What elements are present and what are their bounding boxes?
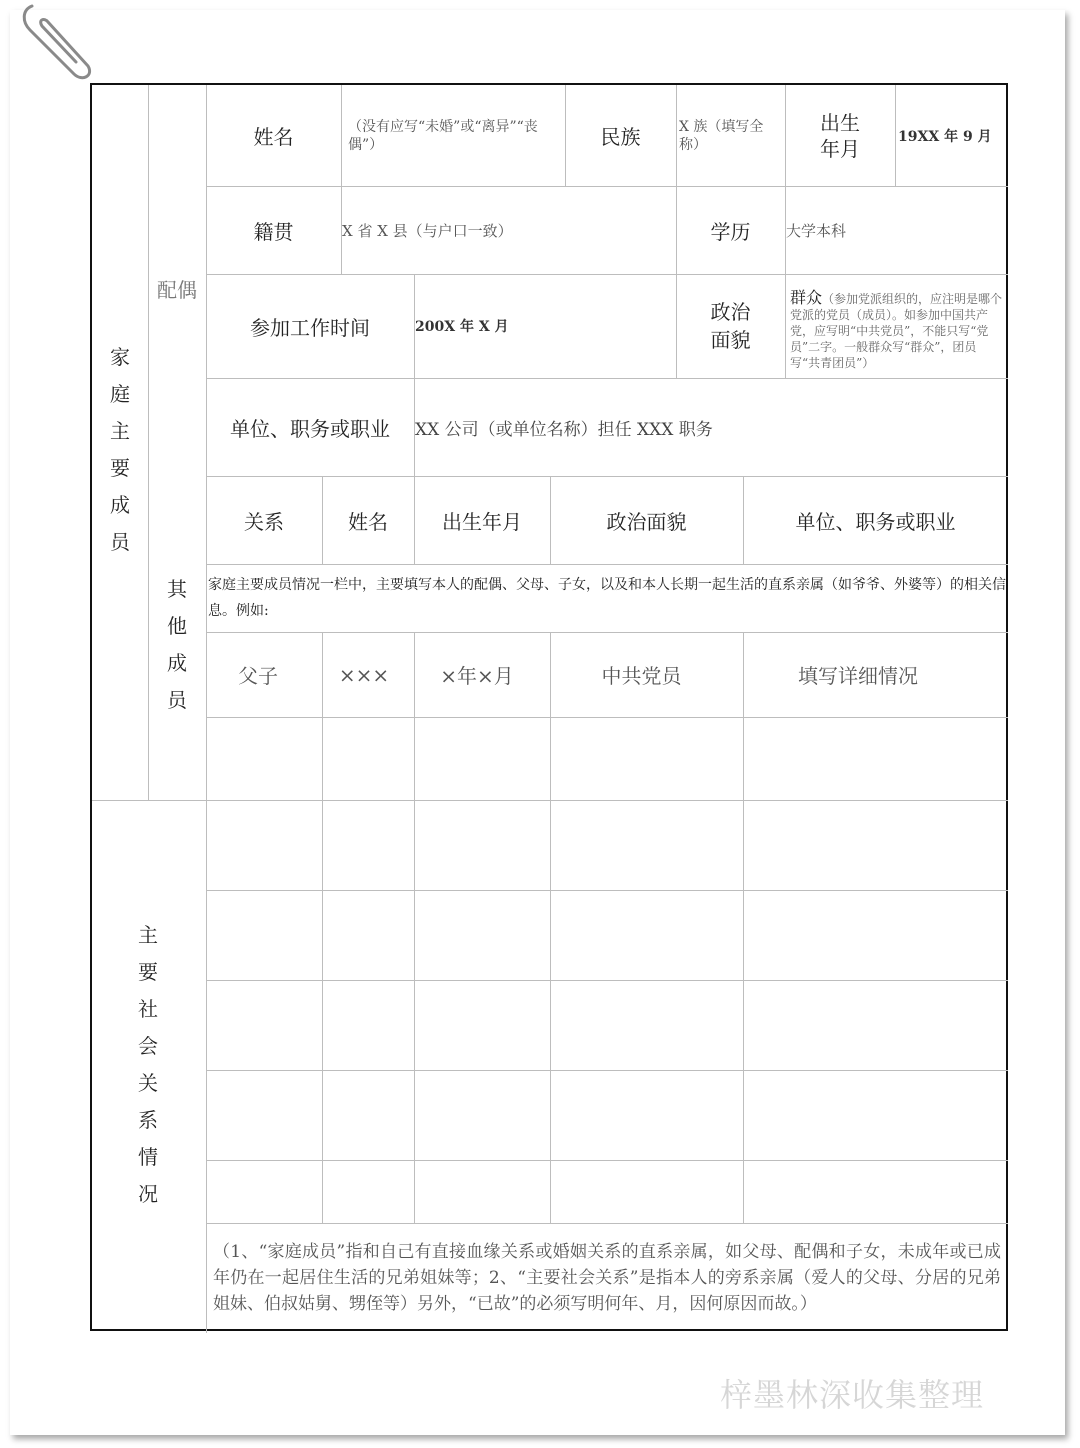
other-members-side-label: 其 他 成 员 [167,577,187,712]
name-label: 姓名 [253,125,294,149]
birth-label: 出生年月 [820,110,860,161]
social-relation-row[interactable] [206,890,1008,980]
social-relations-side-label: 主 要 社 会 关 系 情 况 [138,923,158,1206]
work-start-value: 200X 年 X 月 [415,319,509,335]
example-name: ××× [338,662,390,687]
empty-member-row[interactable] [206,717,1008,800]
birth-value: 19XX 年 9 月 [898,128,992,145]
header-political: 政治面貌 [606,509,687,534]
paperclip-icon [18,0,98,90]
watermark: 梓墨林深收集整理 [720,1376,985,1414]
example-birth: ×年×月 [440,664,514,688]
social-relation-row[interactable] [206,1070,1008,1160]
ethnicity-label: 民族 [600,125,641,149]
example-relation: 父子 [238,664,278,688]
header-employer: 单位、职务或职业 [795,509,956,534]
name-value: （没有应写“未婚”或“离异”“丧偶”） [348,118,538,153]
example-political: 中共党员 [601,664,682,688]
work-start-label: 参加工作时间 [250,315,370,340]
employer-label: 单位、职务或职业 [230,416,390,441]
header-birth: 出生年月 [442,509,522,534]
political-status-note: （参加党派组织的，应注明是哪个党派的党员（成员）。如参加中国共产党，应写明“中共党员”，不能只写“党员”二字。一般群众写“群众”，团员写“共青团员”） [790,292,1003,370]
social-relation-row[interactable] [206,800,1008,890]
native-place-label: 籍贯 [253,219,294,244]
header-name: 姓名 [348,509,388,534]
social-relation-row[interactable] [206,1160,1008,1223]
political-status-label: 政治面貌 [710,300,751,352]
native-place-value: X 省 X 县（与户口一致） [342,221,513,240]
header-relation: 关系 [244,509,284,534]
example-employer: 填写详细情况 [798,664,918,688]
ethnicity-value: X 族（填写全称） [679,118,764,153]
family-relations-form [90,83,1008,1331]
footnote: （1、“家庭成员”指和自己有直接血缘关系或婚姻关系的直系亲属，如父母、配偶和子女，未成年或已成年仍在一起居住生活的兄弟姐妹等；2、“主要社会关系”是指本人的旁系亲属（爱人的父母、分居的兄弟姐妹、伯叔姑舅、甥侄等）另外，“已故”的必须写明何年、月，因何原因而故。） [213,1241,1001,1314]
employer-value: XX 公司（或单位名称）担任 XXX 职务 [415,419,713,440]
members-note: 家庭主要成员情况一栏中，主要填写本人的配偶、父母、子女，以及和本人长期一起生活的直系亲属（如爷爷、外婆等）的相关信息。例如: [208,577,1006,619]
political-status-main: 群众 [790,288,823,307]
spouse-side-label: 配偶 [157,277,197,302]
education-label: 学历 [710,219,751,244]
political-status-value [786,274,1008,378]
education-value: 大学本科 [786,221,847,240]
family-members-side-label: 家 庭 主 要 成 员 [110,345,130,554]
social-relation-row[interactable] [206,980,1008,1070]
